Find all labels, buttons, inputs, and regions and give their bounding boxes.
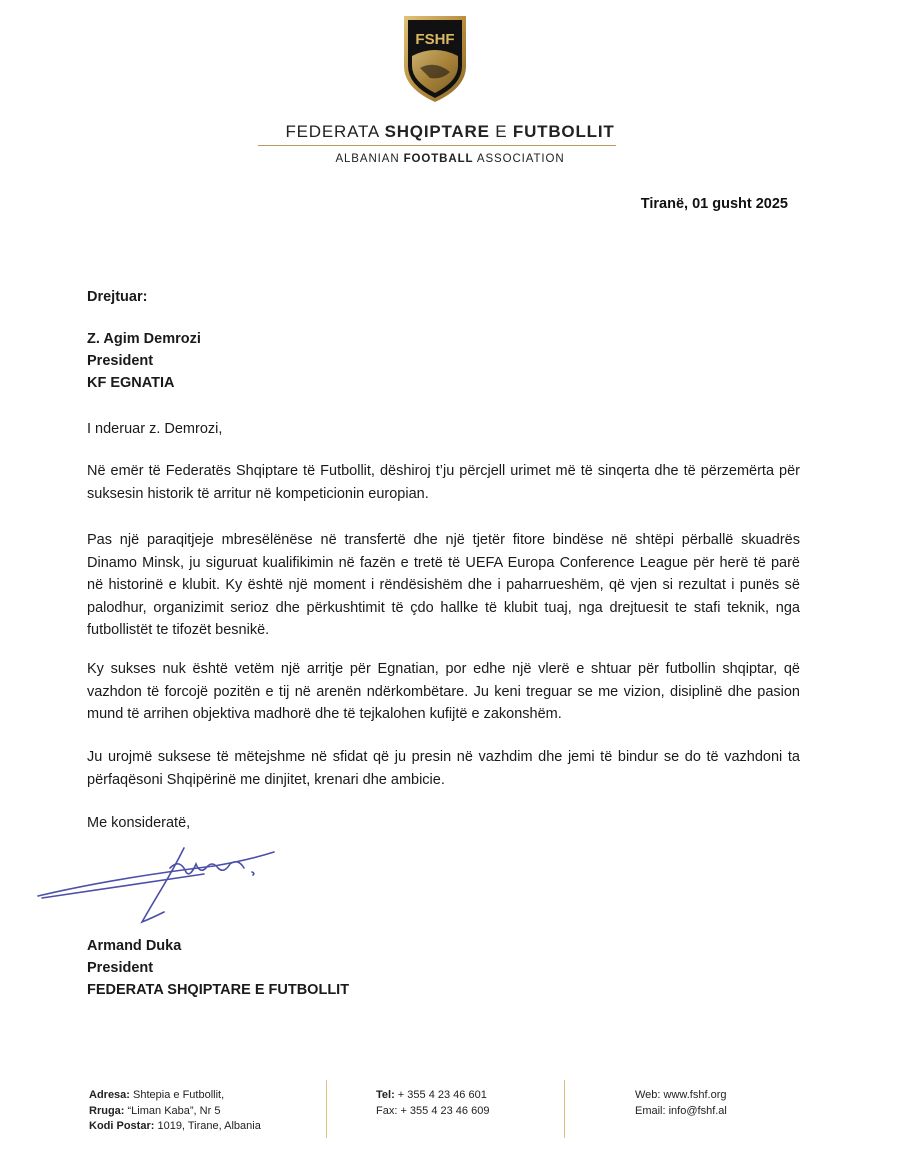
footer-address-line: Adresa: Shtepia e Futbollit, — [89, 1089, 225, 1101]
association-subtitle: ALBANIAN FOOTBALL ASSOCIATION — [335, 153, 565, 165]
paragraph-3: Ky sukses nuk është vetëm një arritje për Egnatian, por edhe një vlerë e shtuar për futbollin shqiptar, që vazhdon të forcojë pozitën e tij në arenën ndërkombëtare. Ju keni treguar se me vizion, disiplinë dhe pasion mund të arrihen objektiva madhorë dhe të tejkalohen kufijtë e zakonshëm. — [87, 661, 800, 722]
logo-text: FSHF — [415, 31, 455, 48]
footer-contact — [376, 1088, 489, 1119]
signature — [34, 838, 284, 928]
paragraph-2: Pas një paraqitjeje mbresëlënëse në transfertë dhe një tjetër fitore bindëse në shtëpi përballë skuadrës Dinamo Minsk, ju siguruat kualifikimin në fazën e tretë të UEFA Europa Conference League për herë të parë në historinë e klubit. Ky është një moment i rëndësishëm dhe i paharrueshëm, që vjen si rezultat i punës së palodhur, organizimit serioz dhe përkushtimit të çdo hallke të klubit tuaj, nga drejtuesit te stafi teknik, nga futbollistët te tifozët besnikë. — [87, 532, 800, 638]
footer-street-line: Rruga: “Liman Kaba”, Nr 5 — [89, 1104, 221, 1117]
footer-divider — [326, 1080, 327, 1138]
footer-address — [89, 1088, 261, 1135]
footer-postal-line: Kodi Postar: 1019, Tirane, Albania — [89, 1120, 261, 1132]
footer-website[interactable]: Web: www.fshf.org — [635, 1089, 727, 1101]
paragraph-1: Në emër të Federatës Shqiptare të Futbollit, dëshiroj t’ju përcjell urimet më të sinqerta dhe të përzemërta për suksesin historik të arritur në kompeticionin europian. — [87, 463, 800, 502]
addressee-name: Z. Agim Demrozi — [87, 331, 201, 347]
header-divider — [258, 145, 616, 146]
signatory-title: President — [87, 960, 154, 976]
signatory-name: Armand Duka — [87, 938, 182, 954]
footer-tel: Tel: + 355 4 23 46 601 — [376, 1089, 487, 1101]
signatory-org: FEDERATA SHQIPTARE E FUTBOLLIT — [87, 982, 350, 998]
salutation: I nderuar z. Demrozi, — [87, 421, 223, 437]
federation-title: FEDERATA SHQIPTARE E FUTBOLLIT — [285, 122, 615, 141]
addressee-title: President — [87, 353, 154, 369]
footer-web — [635, 1088, 727, 1119]
letter-date: Tiranë, 01 gusht 2025 — [640, 196, 788, 212]
footer-fax: Fax: + 355 4 23 46 609 — [376, 1104, 490, 1117]
footer-email[interactable]: Email: info@fshf.al — [635, 1104, 727, 1117]
addressee-label: Drejtuar: — [87, 289, 148, 305]
footer-divider — [564, 1080, 565, 1138]
fshf-logo — [402, 14, 468, 104]
addressee-club: KF EGNATIA — [87, 375, 175, 391]
closing: Me konsideratë, — [87, 815, 191, 831]
paragraph-4: Ju urojmë suksese të mëtejshme në sfidat që ju presin në vazhdim dhe jemi të bindur se do të vazhdoni ta përfaqësoni Shqipërinë me dinjitet, krenari dhe ambicie. — [87, 749, 800, 788]
